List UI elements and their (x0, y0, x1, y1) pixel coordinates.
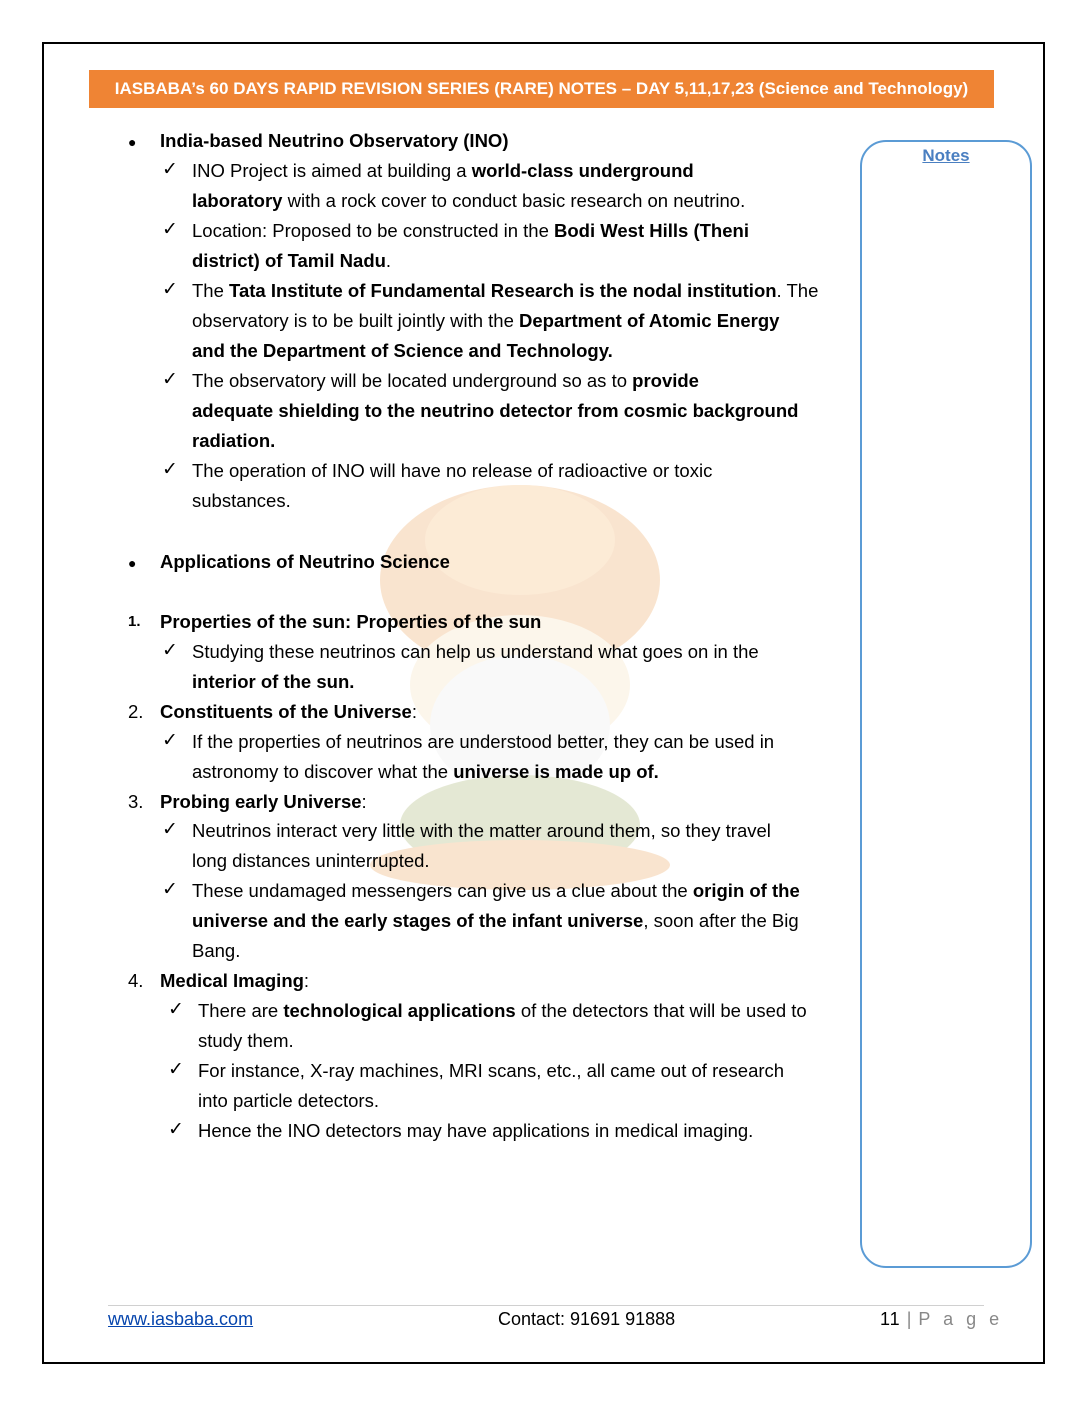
ino-point-2-line-1: Location: Proposed to be constructed in the Bodi West Hills (Theni (192, 220, 749, 241)
item-2-point-1-line-1: If the properties of neutrinos are understood better, they can be used in (192, 731, 775, 752)
checkmark-icon: ✓ (162, 279, 178, 300)
checkmark-icon: ✓ (162, 219, 178, 240)
notes-box (860, 140, 1032, 1268)
ino-point-1-line-1: INO Project is aimed at building a world-class underground (192, 160, 694, 181)
bullet-icon: ● (128, 134, 137, 150)
checkmark-icon: ✓ (168, 1059, 184, 1080)
ino-point-5-line-2: substances. (192, 490, 291, 511)
item-4-point-2-line-2: into particle detectors. (198, 1090, 379, 1111)
checkmark-icon: ✓ (162, 730, 178, 751)
ino-point-2-line-2: district) of Tamil Nadu. (192, 250, 392, 271)
item-4-point-1-line-1: There are technological applications of the detectors that will be used to (198, 1000, 807, 1021)
ino-point-3-line-2: observatory is to be built jointly with the Department of Atomic Energy (192, 310, 780, 331)
checkmark-icon: ✓ (162, 159, 178, 180)
checkmark-icon: ✓ (162, 640, 178, 661)
ino-heading: India-based Neutrino Observatory (INO) (160, 130, 509, 151)
item-1-point-1-line-1: Studying these neutrinos can help us understand what goes on in the (192, 641, 759, 662)
ino-point-3-line-3: and the Department of Science and Technology. (192, 340, 613, 361)
ino-point-4-line-2: adequate shielding to the neutrino detector from cosmic background (192, 400, 799, 421)
footer-contact: Contact: 91691 91888 (498, 1309, 676, 1329)
ino-point-4-line-1: The observatory will be located underground so as to provide (192, 370, 699, 391)
website-link[interactable]: www.iasbaba.com (108, 1309, 254, 1329)
footer-divider (108, 1305, 984, 1306)
item-4-point-1-line-2: study them. (198, 1030, 294, 1051)
page-number: 11 | P a g e (880, 1309, 1004, 1329)
checkmark-icon: ✓ (168, 1119, 184, 1140)
checkmark-icon: ✓ (168, 999, 184, 1020)
ino-point-1-line-2: laboratory with a rock cover to conduct basic research on neutrino. (192, 190, 746, 211)
checkmark-icon: ✓ (162, 879, 178, 900)
ino-point-4-line-3: radiation. (192, 430, 276, 451)
checkmark-icon: ✓ (162, 459, 178, 480)
item-3-point-1-line-1: Neutrinos interact very little with the matter around them, so they travel (192, 820, 771, 841)
bullet-icon: ● (128, 555, 137, 571)
ino-point-3-line-1: The Tata Institute of Fundamental Research is the nodal institution. The (192, 280, 819, 301)
item-4-point-2-line-1: For instance, X-ray machines, MRI scans, etc., all came out of research (198, 1060, 785, 1081)
notes-title: Notes (922, 146, 970, 165)
page-header: IASBABA’s 60 DAYS RAPID REVISION SERIES (RARE) NOTES – DAY 5,11,17,23 (Science and Technology) (89, 70, 994, 108)
item-3-point-2-line-2: universe and the early stages of the infant universe, soon after the Big (192, 910, 799, 931)
item-3-point-1-line-2: long distances uninterrupted. (192, 850, 430, 871)
item-3-point-2-line-3: Bang. (192, 940, 241, 961)
item-4-point-3-line-1: Hence the INO detectors may have applications in medical imaging. (198, 1120, 754, 1141)
item-1-point-1-line-2: interior of the sun. (192, 671, 355, 692)
item-3-point-2-line-1: These undamaged messengers can give us a clue about the origin of the (192, 880, 800, 901)
ino-point-5-line-1: The operation of INO will have no release of radioactive or toxic (192, 460, 713, 481)
checkmark-icon: ✓ (162, 819, 178, 840)
checkmark-icon: ✓ (162, 369, 178, 390)
applications-heading: Applications of Neutrino Science (160, 551, 450, 572)
item-2-point-1-line-2: astronomy to discover what the universe is made up of. (192, 761, 659, 782)
